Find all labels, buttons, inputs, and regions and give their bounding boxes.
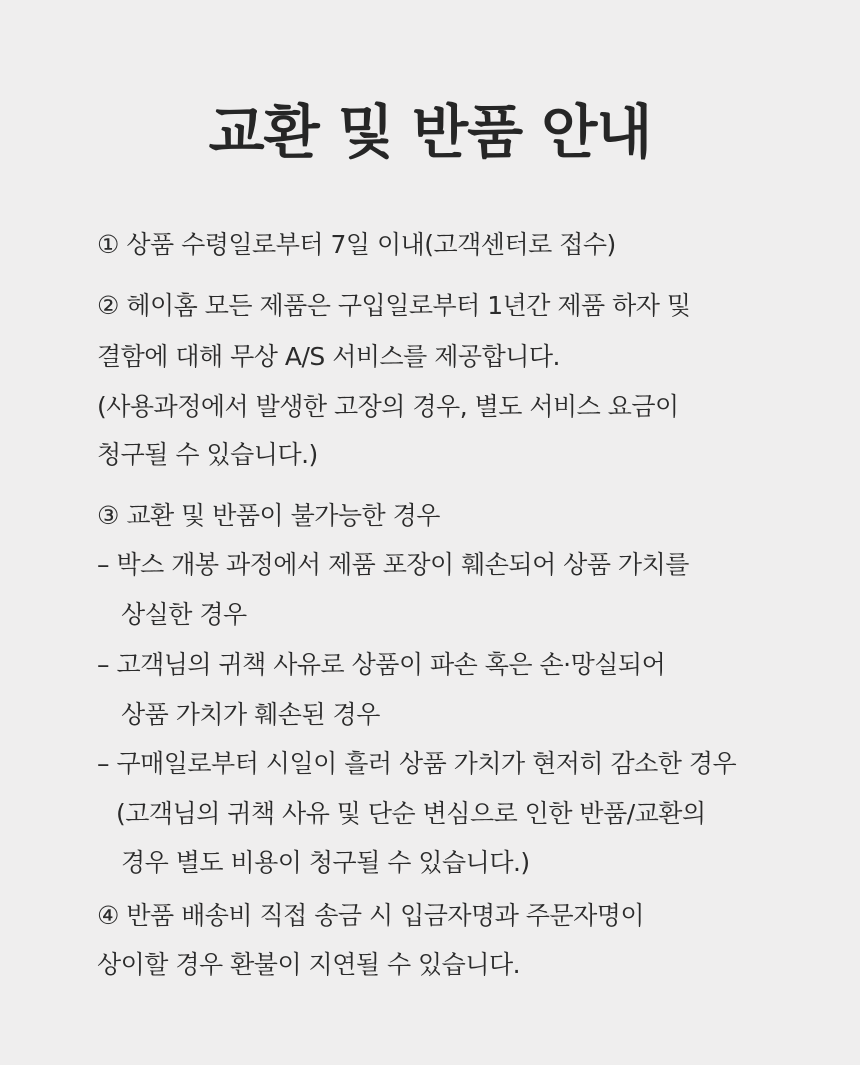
notice-item-2-line-4: 청구될 수 있습니다.) xyxy=(97,440,318,469)
notice-item-1: ① 상품 수령일로부터 7일 이내(고객센터로 접수) xyxy=(97,230,616,259)
notice-item-2-line-3: (사용과정에서 발생한 고장의 경우, 별도 서비스 요금이 xyxy=(97,392,679,421)
notice-item-3-bullet-2: – 고객님의 귀책 사유로 상품이 파손 혹은 손·망실되어 xyxy=(97,650,666,679)
notice-item-3-heading: ③ 교환 및 반품이 불가능한 경우 xyxy=(97,501,440,530)
notice-item-4-line-2: 상이할 경우 환불이 지연될 수 있습니다. xyxy=(97,950,521,979)
notice-item-3-bullet-1: – 박스 개봉 과정에서 제품 포장이 훼손되어 상품 가치를 xyxy=(97,550,689,579)
notice-item-3-bullet-3-note-2: 경우 별도 비용이 청구될 수 있습니다.) xyxy=(121,848,530,877)
notice-item-3-bullet-2-cont: 상품 가치가 훼손된 경우 xyxy=(121,700,380,729)
notice-item-2-line-2: 결함에 대해 무상 A/S 서비스를 제공합니다. xyxy=(97,342,560,371)
notice-item-3-bullet-1-cont: 상실한 경우 xyxy=(121,600,247,629)
notice-item-4-line-1: ④ 반품 배송비 직접 송금 시 입금자명과 주문자명이 xyxy=(97,901,645,930)
notice-item-3-bullet-3: – 구매일로부터 시일이 흘러 상품 가치가 현저히 감소한 경우 xyxy=(97,749,737,778)
notice-item-3-bullet-3-note-1: (고객님의 귀책 사유 및 단순 변심으로 인한 반품/교환의 xyxy=(116,799,706,828)
page-title: 교환 및 반품 안내 xyxy=(208,98,652,166)
notice-item-2-line-1: ② 헤이홈 모든 제품은 구입일로부터 1년간 제품 하자 및 xyxy=(97,291,691,320)
